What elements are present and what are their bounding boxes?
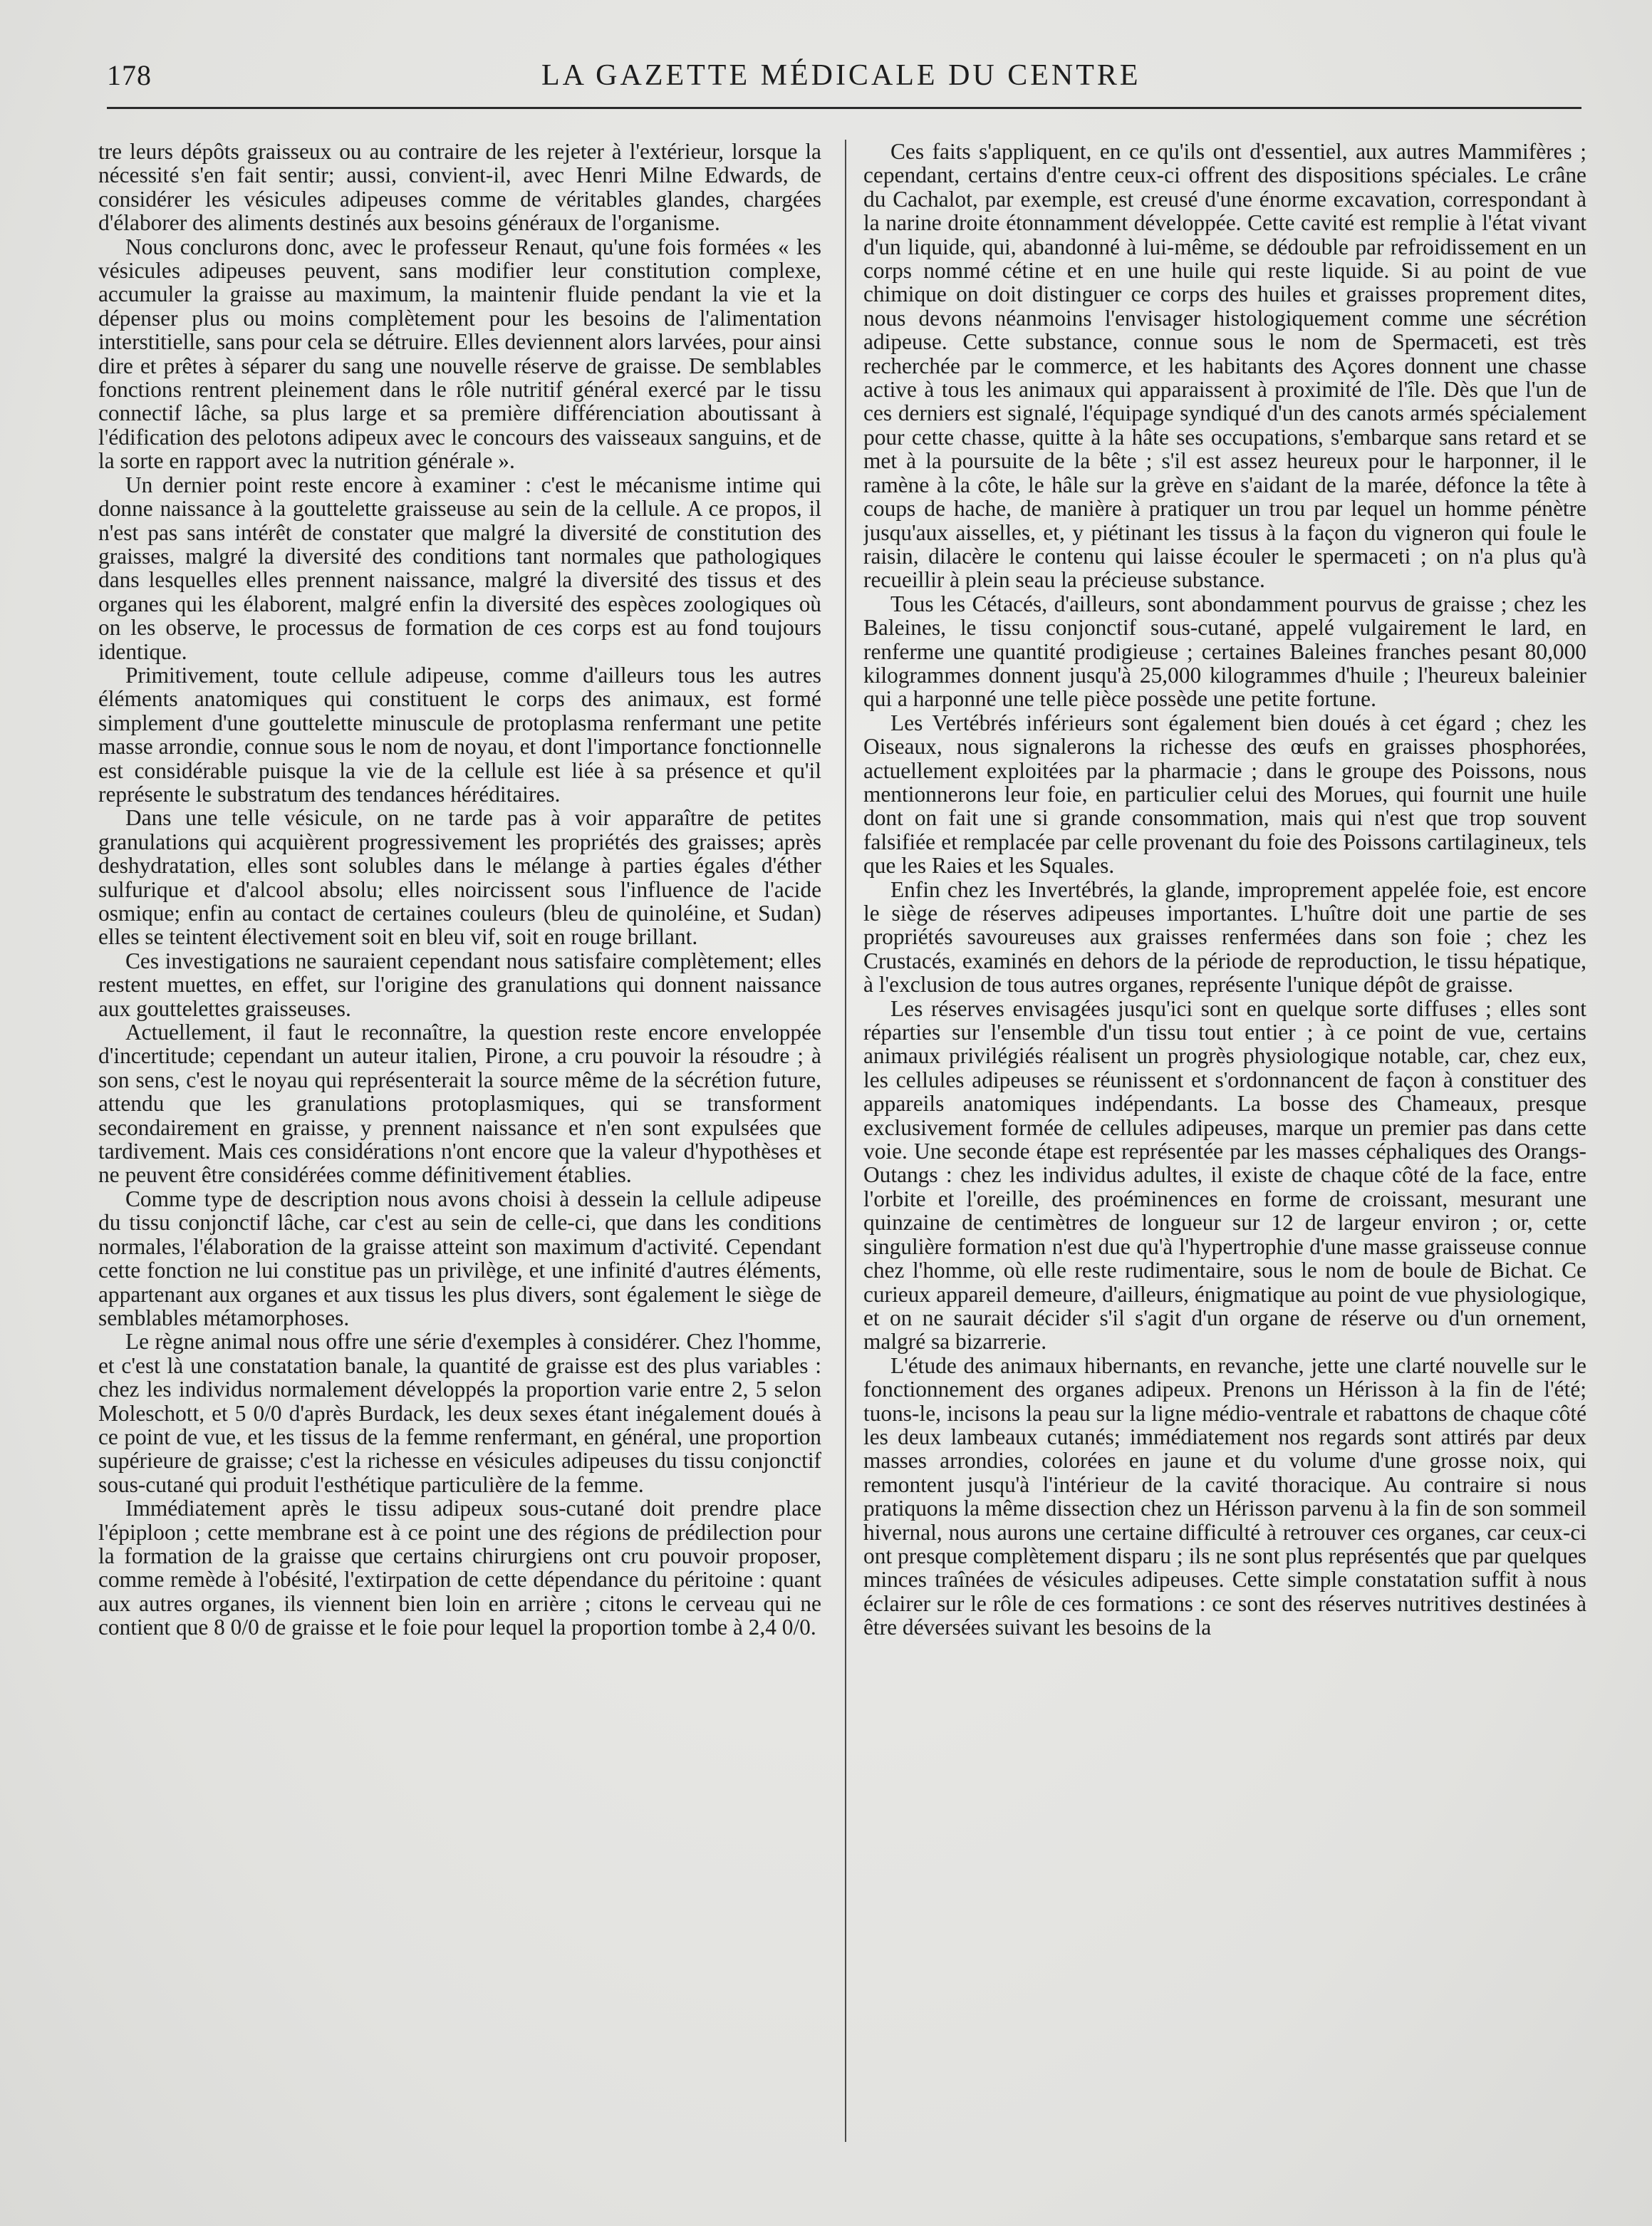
paragraph: Tous les Cétacés, d'ailleurs, sont abondamment pourvus de graisse ; chez les Baleines, le tissu conjonctif sous-cutané, appelé vulgairement le lard, en renferme une quantité prodigieuse ; certaines Baleines franches pesant 80,000 kilogrammes donnent jusqu'à 25,000 kilogrammes d'huile ; l'heureux baleinier qui a harponné une telle pièce possède une petite fortune. — [863, 591, 1586, 712]
left-column — [98, 140, 821, 2156]
paragraph: Immédiatement après le tissu adipeux sous-cutané doit prendre place l'épiploon ; cette membrane est à ce point une des régions de prédilection pour la formation de la graisse que certains chirurgiens ont cru pouvoir proposer, comme remède à l'obésité, l'extirpation de cette dépendance du péritoine : quant aux autres organes, ils viennent bien loin en arrière ; citons le cerveau qui ne contient que 8 0/0 de graisse et le foie pour lequel la proportion tombe à 2,4 0/0. — [98, 1496, 821, 1640]
paragraph: Enfin chez les Invertébrés, la glande, improprement appelée foie, est encore le siège de réserves adipeuses importantes. L'huître doit une partie de ses propriétés savoureuses aux graisses renfermées dans son foie ; chez les Crustacés, examinés en dehors de la période de reproduction, le tissu hépatique, à l'exclusion de tous autres organes, représente l'unique dépôt de graisse. — [863, 876, 1586, 998]
paragraph: Nous conclurons donc, avec le professeur Renaut, qu'une fois formées « les vésicules adipeuses peuvent, sans modifier leur constitution complexe, accumuler la graisse au maximum, la maintenir fluide pendant la vie et la dépenser plus ou moins complètement pour les besoins de l'alimentation interstitielle, sans pour cela se détruire. Elles deviennent alors larvées, pour ainsi dire et prêtes à séparer du sang une nouvelle réserve de graisse. De semblables fonctions rentrent pleinement dans le rôle nutritif général exercé par le tissu connectif lâche, sa plus large et sa première différenciation aboutissant à l'édification des pelotons adipeux avec le concours des vaisseaux sanguins, et de la sorte en rapport avec la nutrition générale ». — [98, 234, 821, 474]
running-header — [107, 58, 1596, 101]
paragraph: Actuellement, il faut le reconnaître, la question reste encore enveloppée d'incertitude; cependant un auteur italien, Pirone, a cru pouvoir la résoudre ; à son sens, c'est le noyau qui représenterait la source même de la sécrétion future, attendu que les granulations protoplasmiques, qui se transforment secondairement en graisse, y prennent naissance et n'en sont expulsées que tardivement. Mais ces considérations n'ont encore que la valeur d'hypothèses et ne peuvent être considérées comme définitivement établies. — [98, 1020, 821, 1188]
paragraph: Dans une telle vésicule, on ne tarde pas à voir apparaître de petites granulations qui acquièrent progressivement les propriétés des graisses; après deshydratation, elles sont solubles dans le mélange à parties égales d'éther sulfurique et d'alcool absolu; elles noircissent sous l'influence de l'acide osmique; enfin au contact de certaines couleurs (bleu de quinoléine, et Sudan) elles se teintent électivement soit en bleu vif, soit en rouge brillant. — [98, 805, 821, 950]
header-rule — [107, 107, 1581, 109]
paragraph: tre leurs dépôts graisseux ou au contraire de les rejeter à l'extérieur, lorsque la nécessité s'en fait sentir; aussi, convient-il, avec Henri Milne Edwards, de considérer les vésicules adipeuses comme de véritables glandes, chargées d'élaborer des aliments destinés aux besoins généraux de l'organisme. — [98, 140, 821, 236]
page-number: 178 — [107, 59, 152, 91]
paragraph: Les réserves envisagées jusqu'ici sont en quelque sorte diffuses ; elles sont réparties sur l'ensemble d'un tissu tout entier ; à ce point de vue, certains animaux privilégiés réalisent un progrès physiologique notable, car, chez eux, les cellules adipeuses se réunissent et s'ordonnancent de façon à constituer des appareils anatomiques indépendants. La bosse des Chameaux, presque exclusivement formée de cellules adipeuses, marque un premier pas dans cette voie. Une seconde étape est représentée par les masses céphaliques des Orangs-Outangs : chez les individus adultes, il existe de chaque côté de la face, entre l'orbite et l'oreille, des proéminences en forme de croissant, mesurant une quinzaine de centimètres de longueur sur 12 de largeur environ ; or, cette singulière formation n'est due qu'à l'hypertrophie d'une masse graisseuse connue chez l'homme, où elle reste rudimentaire, sous le nom de boule de Bichat. Ce curieux appareil demeure, d'ailleurs, énigmatique au point de vue physiologique, et on ne saurait décider s'il s'agit d'un organe de réserve ou d'un ornement, malgré sa bizarrerie. — [863, 995, 1586, 1355]
paragraph: Le règne animal nous offre une série d'exemples à considérer. Chez l'homme, et c'est là une constatation banale, la quantité de graisse est des plus variables : chez les individus normalement développés la proportion varie entre 2, 5 selon Moleschott, et 5 0/0 d'après Burdack, les deux sexes étant inégalement doués à ce point de vue, et les tissus de la femme renfermant, en général, une proportion supérieure de graisse; c'est la richesse en vésicules adipeuses du tissu conjonctif sous-cutané qui produit l'esthétique particulière de la femme. — [98, 1329, 821, 1497]
paragraph: Les Vertébrés inférieurs sont également bien doués à cet égard ; chez les Oiseaux, nous signalerons la richesse des œufs en graisses phosphorées, actuellement exploitées par la pharmacie ; dans le groupe des Poissons, nous mentionnerons leur foie, en particulier celui des Morues, qui fournit une huile dont on fait une si grande consommation, mais qui n'est que trop souvent falsifiée et remplacée par celle provenant du foie des Poissons cartilagineux, tels que les Raies et les Squales. — [863, 710, 1586, 879]
journal-title: LA GAZETTE MÉDICALE DU CENTRE — [541, 59, 1141, 92]
paragraph: Primitivement, toute cellule adipeuse, comme d'ailleurs tous les autres éléments anatomiques qui constituent le corps des animaux, est formé simplement d'une gouttelette minuscule de protoplasma renfermant une petite masse arrondie, connue sous le nom de noyau, et dont l'importance fonctionnelle est considérable puisque la vie de la cellule est liée à sa présence et qu'il représente le substratum des tendances héréditaires. — [98, 662, 821, 807]
paragraph: L'étude des animaux hibernants, en revanche, jette une clarté nouvelle sur le fonctionnement des organes adipeux. Prenons un Hérisson à la fin de l'été; tuons-le, incisons la peau sur la ligne médio-ventrale et rabattons de chaque côté les deux lambeaux cutanés; immédiatement nos regards sont attirés par deux masses arrondies, colorées en jaune et du volume d'une grosse noix, qui remontent jusqu'à l'intérieur de la cavité thoracique. Au contraire si nous pratiquons la même dissection chez un Hérisson parvenu à la fin de son sommeil hivernal, nous aurons une certaine difficulté à retrouver ces organes, car ceux-ci ont presque complètement disparu ; ils ne sont plus représentés que par quelques minces traînées de vésicules adipeuses. Cette simple constatation suffit à nous éclairer sur le rôle de ces formations : ce sont des réserves nutritives destinées à être déversées suivant les besoins de la — [863, 1352, 1586, 1640]
column-rule — [845, 140, 846, 2142]
paragraph: Ces investigations ne sauraient cependant nous satisfaire complètement; elles restent muettes, en effet, sur l'origine des granulations qui donnent naissance aux gouttelettes graisseuses. — [98, 948, 821, 1021]
right-column — [863, 140, 1586, 2156]
paragraph: Un dernier point reste encore à examiner : c'est le mécanisme intime qui donne naissance à la gouttelette graisseuse au sein de la cellule. A ce propos, il n'est pas sans intérêt de constater que malgré la diversité de constitution des graisses, malgré la diversité des conditions tant normales que pathologiques dans lesquelles elles prennent naissance, malgré la diversité des tissus et des organes qui les élaborent, malgré enfin la diversité des espèces zoologiques où on les observe, le processus de formation de ces corps est au fond toujours identique. — [98, 472, 821, 664]
paragraph: Ces faits s'appliquent, en ce qu'ils ont d'essentiel, aux autres Mammifères ; cependant, certains d'entre ceux-ci offrent des dispositions spéciales. Le crâne du Cachalot, par exemple, est creusé d'une énorme excavation, correspondant à la narine droite étonnamment développée. Cette cavité est remplie à l'état vivant d'un liquide, qui, abandonné à lui-même, se dédouble par refroidissement en un corps nommé cétine et en une huile qui reste liquide. Si au point de vue chimique on doit distinguer ce corps des huiles et graisses proprement dites, nous devons néanmoins l'envisager histologiquement comme une sécrétion adipeuse. Cette substance, connue sous le nom de Spermaceti, est très recherchée par le commerce, et les habitants des Açores donnent une chasse active à tous les animaux qui apparaissent à proximité de l'île. Dès que l'un de ces derniers est signalé, l'équipage syndiqué d'un des canots armés spécialement pour cette chasse, quitte à la hâte ses occupations, s'embarque sans retard et se met à la poursuite de la bête ; s'il est assez heureux pour le harponner, il le ramène à la côte, le hâle sur la grève en s'aidant de la marée, défonce la tête à coups de hache, de manière à pratiquer un trou par lequel un homme pénètre jusqu'aux aisselles, et, y piétinant les tissus à la façon du vigneron qui foule le raisin, dilacère le contenu qui laisse écouler le spermaceti ; on n'a plus qu'à recueillir à plein seau la précieuse substance. — [863, 140, 1586, 593]
paragraph: Comme type de description nous avons choisi à dessein la cellule adipeuse du tissu conjonctif lâche, car c'est au sein de celle-ci, que dans les conditions normales, l'élaboration de la graisse atteint son maximum d'activité. Cependant cette fonction ne lui constitue pas un privilège, et une infinité d'autres éléments, appartenant aux organes et aux tissus les plus divers, sont également le siège de semblables métamorphoses. — [98, 1186, 821, 1330]
